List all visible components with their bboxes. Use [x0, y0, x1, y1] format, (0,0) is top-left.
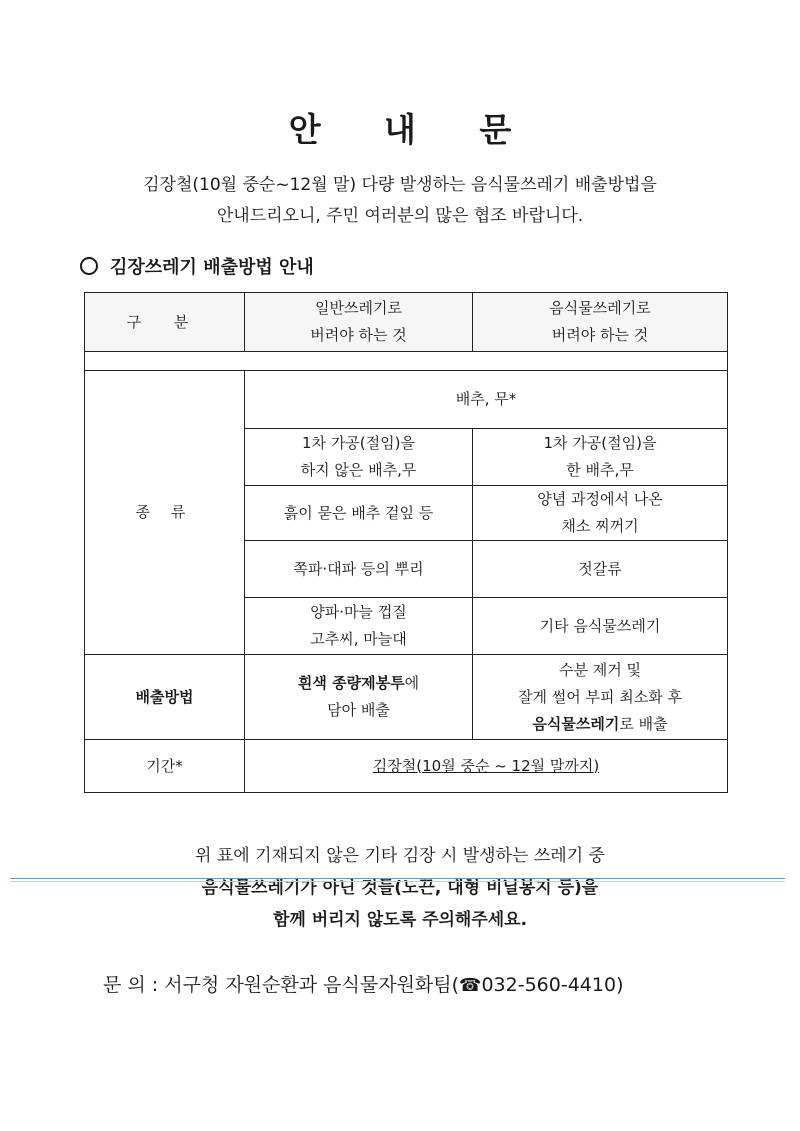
period-value: 김장철(10월 중순 ~ 12월 말까지): [245, 740, 728, 793]
contact-prefix: 문 의 : 서구청 자원순환과 음식물자원화팀(: [103, 974, 460, 996]
table-spacer-row: [85, 352, 728, 371]
disposal-method-row: [85, 655, 728, 740]
page-title: 안 내 문: [288, 110, 538, 149]
notice-line-2: 음식물쓰레기가 아닌 것들(노끈, 대형 비닐봉지 등)을: [201, 878, 599, 898]
food-cell: 기타 음식물쓰레기: [473, 598, 728, 655]
general-cell: 흙이 묻은 배추 겉잎 등: [245, 486, 473, 541]
intro-line-1: 김장철(10월 중순~12월 말) 다량 발생하는 음식물쓰레기 배출방법을: [143, 175, 657, 195]
period-row: [85, 740, 728, 793]
intro-text: [0, 170, 800, 232]
header-general-line-2: 버려야 하는 것: [310, 326, 407, 344]
header-food-line-2: 버려야 하는 것: [551, 326, 649, 344]
disposal-food-cell: 수분 제거 및 잘게 썰어 부피 최소화 후 음식물쓰레기로 배출: [473, 655, 728, 740]
food-cell: 양념 과정에서 나온 채소 찌꺼기: [473, 486, 728, 541]
section-heading: [80, 253, 314, 279]
telephone-icon: ☎: [459, 975, 482, 996]
contact-phone: 032-560-4410: [481, 974, 617, 996]
scan-line-divider: [10, 878, 785, 879]
header-food-line-1: 음식물쓰레기로: [549, 299, 651, 317]
food-cell: 젓갈류: [473, 541, 728, 598]
notice-line-1: 위 표에 기재되지 않은 기타 김장 시 발생하는 쓰레기 중: [195, 846, 605, 866]
cabbage-cell: 배추, 무*: [245, 371, 728, 429]
header-category: 구 분: [85, 293, 245, 352]
intro-line-2: 안내드리오니, 주민 여러분의 많은 협조 바랍니다.: [216, 206, 584, 226]
contact-info: 문 의 : 서구청 자원순환과 음식물자원화팀(☎032-560-4410): [103, 974, 624, 996]
general-cell: 양파·마늘 껍질 고추씨, 마늘대: [245, 598, 473, 655]
disposal-label: 배출방법: [85, 655, 245, 740]
table-row: [85, 371, 728, 429]
header-food-waste: [473, 293, 728, 352]
section-heading-text: 김장쓰레기 배출방법 안내: [110, 257, 314, 278]
header-general-line-1: 일반쓰레기로: [315, 299, 402, 317]
table-header-row: [85, 293, 728, 352]
disposal-guide-table: [84, 292, 728, 793]
types-label: 종 류: [85, 371, 245, 655]
notice-text: [0, 840, 800, 936]
general-cell: 쪽파·대파 등의 뿌리: [245, 541, 473, 598]
period-label: 기간*: [85, 740, 245, 793]
notice-line-3: 함께 버리지 않도록 주의해주세요.: [272, 910, 528, 930]
scan-line-divider-2: [10, 881, 785, 882]
general-cell: 1차 가공(절임)을 하지 않은 배추,무: [245, 429, 473, 486]
disposal-general-cell: 흰색 종량제봉투에 담아 배출: [245, 655, 473, 740]
header-general-waste: [245, 293, 473, 352]
white-bag-text: 흰색 종량제봉투: [297, 674, 405, 692]
food-cell: 1차 가공(절임)을 한 배추,무: [473, 429, 728, 486]
circle-bullet-icon: [80, 257, 98, 275]
